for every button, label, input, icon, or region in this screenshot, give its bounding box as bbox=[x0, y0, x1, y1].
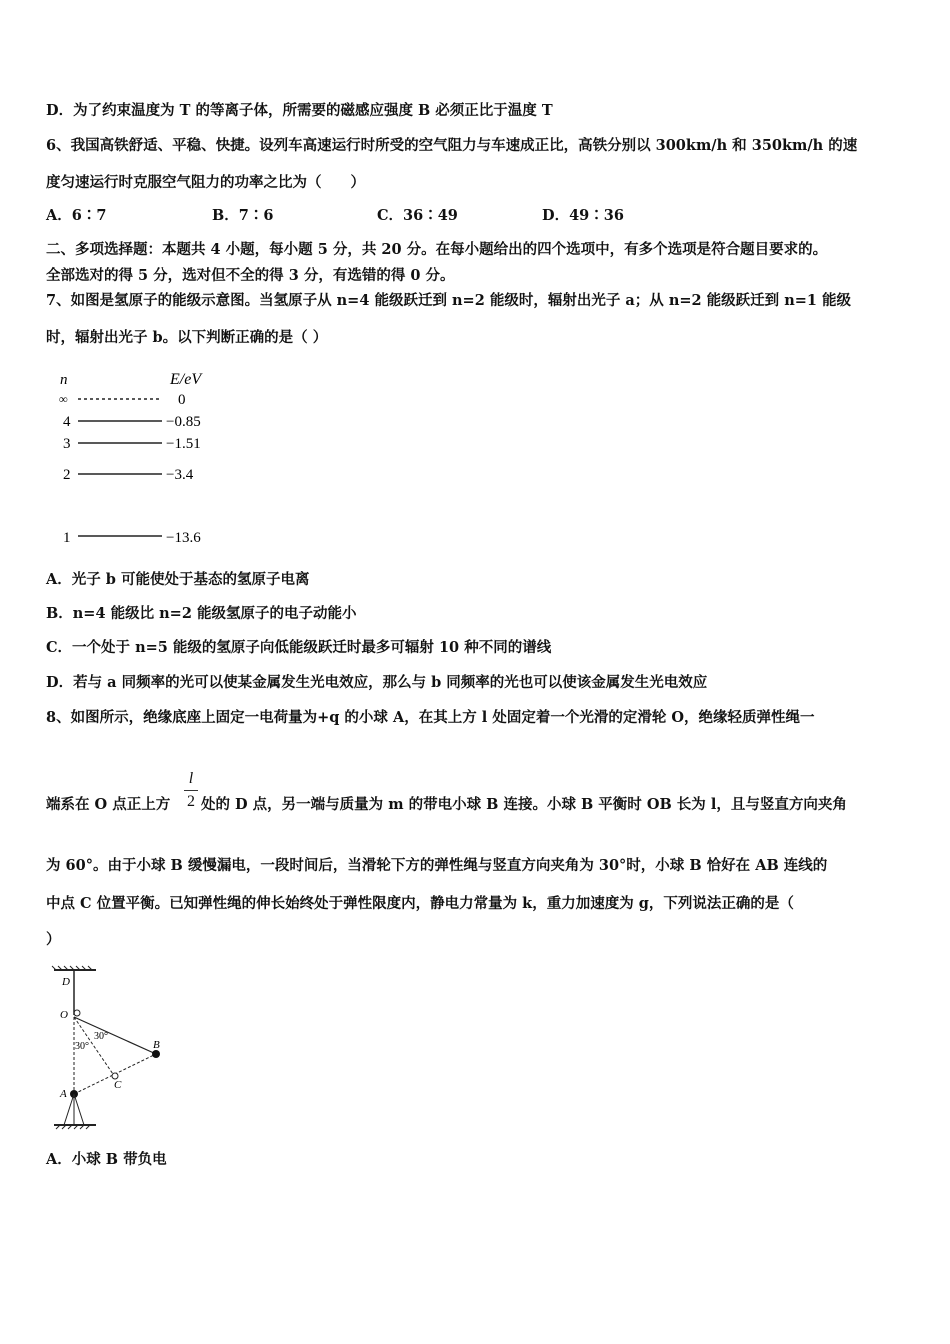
q7-stem-line2: 时，辐射出光子 b。以下判断正确的是（ ） bbox=[46, 329, 328, 346]
q8-stem-line1: 8、如图所示，绝缘底座上固定一电荷量为+q 的小球 A，在其上方 l 处固定着一个光滑的定滑轮 O，绝缘轻质弹性绳一 bbox=[46, 709, 815, 726]
section2-instructions-line2: 全部选对的得 5 分，选对但不全的得 3 分，有选错的得 0 分。 bbox=[46, 267, 455, 284]
q7-option-d: D．若与 a 同频率的光可以使某金属发生光电效应，那么与 b 同频率的光也可以使该金属发生光电效应 bbox=[46, 674, 708, 691]
svg-text:0: 0 bbox=[178, 392, 186, 408]
svg-text:1: 1 bbox=[63, 530, 71, 546]
label-c: C bbox=[114, 1079, 122, 1091]
svg-text:∞: ∞ bbox=[59, 392, 68, 406]
q6-option-b: B．7∶6 bbox=[212, 207, 274, 224]
q6-option-d: D．49∶36 bbox=[542, 207, 624, 224]
section2-instructions-line1: 二、多项选择题：本题共 4 小题，每小题 5 分，共 20 分。在每小题给出的四个选项中，有多个选项是符合题目要求的。 bbox=[46, 241, 828, 258]
label-o: O bbox=[60, 1009, 68, 1021]
q8-stem-line3: 为 60°。由于小球 B 缓慢漏电，一段时间后，当滑轮下方的弹性绳与竖直方向夹角为 30°时，小球 B 恰好在 AB 连线的 bbox=[46, 857, 828, 874]
q6-option-c: C．36∶49 bbox=[377, 207, 458, 224]
svg-text:−3.4: −3.4 bbox=[166, 467, 194, 483]
level-3 bbox=[63, 436, 201, 452]
svg-text:−1.51: −1.51 bbox=[166, 436, 201, 452]
label-d: D bbox=[62, 976, 70, 988]
q8-stem-line2a: 端系在 O 点正上方 bbox=[46, 796, 171, 813]
level-inf bbox=[59, 392, 186, 408]
energy-axis-label: E/eV bbox=[170, 371, 202, 388]
label-a: A bbox=[60, 1088, 67, 1100]
pulley-charge-figure bbox=[40, 960, 180, 1140]
q7-option-a: A．光子 b 可能使处于基态的氢原子电离 bbox=[46, 571, 310, 588]
q6-stem-line2: 度匀速运行时克服空气阻力的功率之比为（ ） bbox=[46, 174, 365, 191]
n-axis-label: n bbox=[60, 372, 68, 388]
q6-stem-line1: 6、我国高铁舒适、平稳、快捷。设列车高速运行时所受的空气阻力与车速成正比，高铁分别以 300km/h 和 350km/h 的速 bbox=[46, 137, 858, 154]
energy-level-diagram bbox=[50, 368, 230, 550]
angle-label-upper: 30° bbox=[94, 1031, 108, 1042]
svg-text:2: 2 bbox=[63, 467, 71, 483]
label-b: B bbox=[153, 1039, 160, 1051]
svg-text:−0.85: −0.85 bbox=[166, 414, 201, 430]
q8-stem-line2b: 处的 D 点，另一端与质量为 m 的带电小球 B 连接。小球 B 平衡时 OB 长为 l，且与竖直方向夹角 bbox=[201, 796, 847, 813]
level-4 bbox=[63, 414, 201, 430]
level-1 bbox=[63, 530, 201, 546]
svg-text:3: 3 bbox=[63, 436, 71, 452]
svg-text:−13.6: −13.6 bbox=[166, 530, 201, 546]
fraction-l-over-2: l 2 bbox=[184, 770, 198, 811]
q7-option-b: B．n=4 能级比 n=2 能级氢原子的电子动能小 bbox=[46, 605, 357, 622]
q8-stem-line4: 中点 C 位置平衡。已知弹性绳的伸长始终处于弹性限度内，静电力常量为 k，重力加速度为 g，下列说法正确的是（ bbox=[46, 895, 794, 912]
q5-option-d: D．为了约束温度为 T 的等离子体，所需要的磁感应强度 B 必须正比于温度 T bbox=[46, 102, 553, 119]
q8-stem-line5: ） bbox=[46, 931, 61, 948]
angle-label-lower: 30° bbox=[75, 1041, 89, 1052]
q8-option-a: A．小球 B 带负电 bbox=[46, 1151, 167, 1168]
q7-stem-line1: 7、如图是氢原子的能级示意图。当氢原子从 n=4 能级跃迁到 n=2 能级时，辐射出光子 a；从 n=2 能级跃迁到 n=1 能级 bbox=[46, 292, 852, 309]
q6-option-a: A．6∶7 bbox=[46, 207, 107, 224]
svg-text:4: 4 bbox=[63, 414, 71, 430]
level-2 bbox=[63, 467, 194, 483]
q7-option-c: C．一个处于 n=5 能级的氢原子向低能级跃迁时最多可辐射 10 种不同的谱线 bbox=[46, 639, 552, 656]
